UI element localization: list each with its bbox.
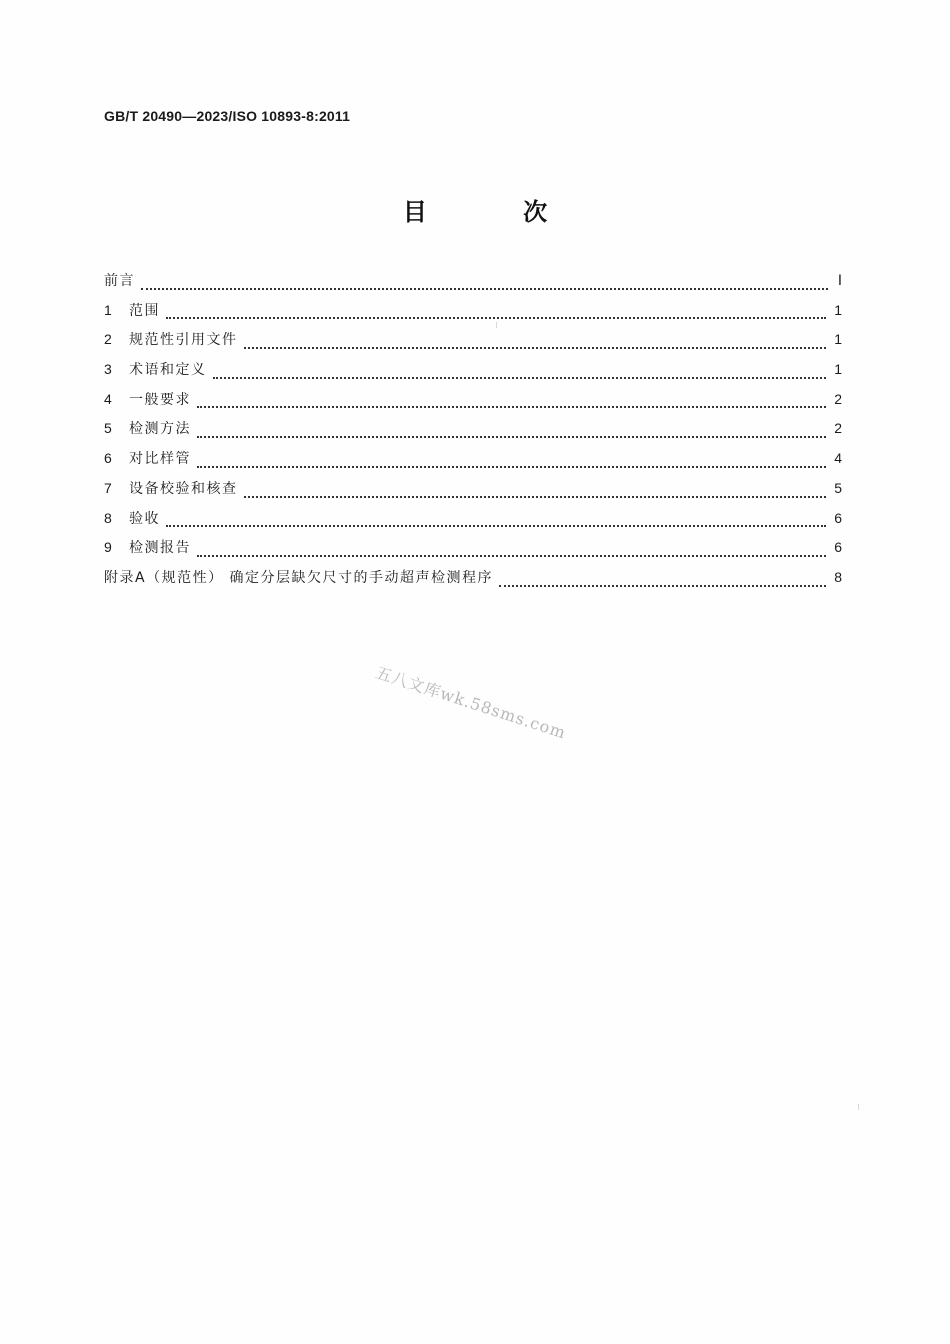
toc-entry-reference-tube[interactable] xyxy=(104,448,842,478)
toc-leader-dots xyxy=(244,496,827,498)
toc-entry-number: 1 xyxy=(104,301,112,318)
toc-entry-label: 一般要求 xyxy=(129,391,191,408)
toc-entry-label: 前言 xyxy=(104,273,135,289)
toc-entry-label: 检测报告 xyxy=(129,540,191,557)
toc-entry-page: 8 xyxy=(834,568,842,585)
toc-leader-dots xyxy=(197,555,826,557)
toc-entry-terms-definitions[interactable] xyxy=(104,359,842,389)
toc-entry-foreword[interactable] xyxy=(104,270,842,300)
toc-entry-label: 范围 xyxy=(129,302,160,319)
watermark-text: 五八文库wk.58sms.com xyxy=(373,662,569,743)
toc-leader-dots xyxy=(213,377,827,379)
toc-entry-acceptance[interactable] xyxy=(104,508,842,538)
toc-title: 目 次 xyxy=(402,198,592,226)
scan-speck xyxy=(858,1104,859,1110)
toc-entry-number: 7 xyxy=(104,479,112,496)
toc-entry-page: 4 xyxy=(834,450,842,467)
toc-entry-label: 对比样管 xyxy=(129,451,191,468)
toc-entry-normative-references[interactable] xyxy=(104,329,842,359)
toc-entry-equipment-calibration[interactable] xyxy=(104,478,842,508)
toc-entry-general-requirements[interactable] xyxy=(104,389,842,419)
toc-entry-page: Ⅰ xyxy=(837,272,842,288)
toc-entry-number: 8 xyxy=(104,509,112,526)
toc-entry-label: 设备校验和核查 xyxy=(129,480,238,497)
toc-leader-dots xyxy=(499,585,826,587)
toc-leader-dots xyxy=(197,436,826,438)
toc-entry-number: 9 xyxy=(104,539,112,556)
toc-entry-annex-a[interactable] xyxy=(104,567,842,597)
toc-entry-number: 5 xyxy=(104,420,112,437)
scan-speck xyxy=(496,322,497,328)
toc-entry-test-report[interactable] xyxy=(104,537,842,567)
toc-leader-dots xyxy=(166,317,826,319)
toc-entry-number: 4 xyxy=(104,390,112,407)
toc-leader-dots xyxy=(244,347,827,349)
toc-leader-dots xyxy=(197,466,826,468)
toc-entry-page: 1 xyxy=(834,301,842,318)
toc-entry-page: 1 xyxy=(834,331,842,348)
toc-leader-dots xyxy=(141,288,828,290)
toc-entry-number: 2 xyxy=(104,331,112,348)
toc-entry-page: 6 xyxy=(834,509,842,526)
toc-entry-label: 规范性引用文件 xyxy=(129,332,238,349)
toc-entry-label: 附录A（规范性） 确定分层缺欠尺寸的手动超声检测程序 xyxy=(104,569,494,586)
toc-entry-page: 2 xyxy=(834,390,842,407)
toc-entry-page: 5 xyxy=(834,479,842,496)
standard-code-header: GB/T 20490—2023/ISO 10893-8:2011 xyxy=(104,108,351,124)
toc-entry-label: 术语和定义 xyxy=(129,362,207,379)
toc-entry-label: 验收 xyxy=(129,510,160,527)
toc-entry-scope[interactable] xyxy=(104,300,842,330)
toc-entry-number: 6 xyxy=(104,450,112,467)
toc-entry-number: 3 xyxy=(104,361,112,378)
toc-entry-page: 6 xyxy=(834,539,842,556)
toc-entry-page: 2 xyxy=(834,420,842,437)
toc-list xyxy=(104,270,842,597)
toc-entry-test-method[interactable] xyxy=(104,418,842,448)
toc-entry-label: 检测方法 xyxy=(129,421,191,438)
toc-leader-dots xyxy=(166,525,826,527)
toc-leader-dots xyxy=(197,406,826,408)
toc-entry-page: 1 xyxy=(834,361,842,378)
